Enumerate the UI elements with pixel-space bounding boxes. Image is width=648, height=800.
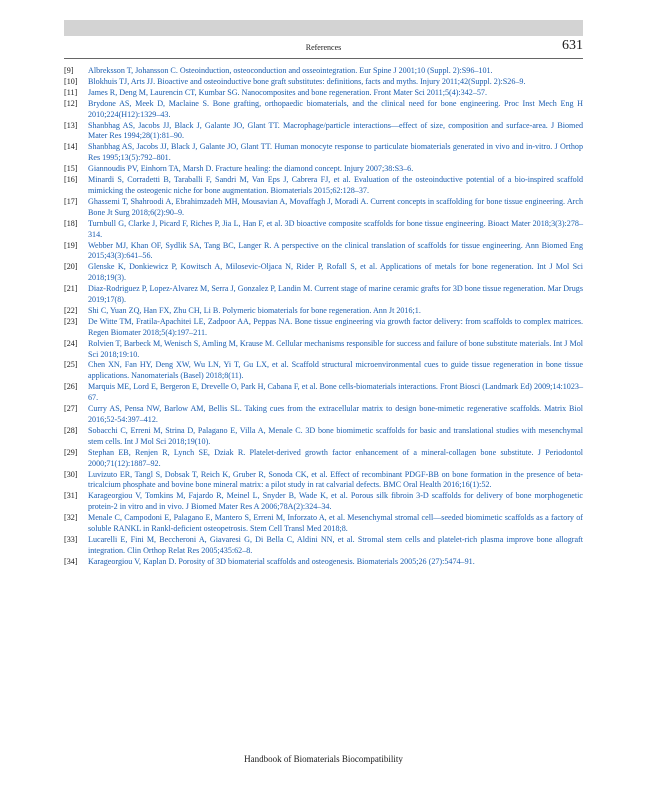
reference-link[interactable]: De Witte TM, Fratila-Apachitei LE, Zadpoor AA, Peppas NA. Bone tissue engineering via growth factor delivery: from scaffolds to complex matrices. Regen Biomater 2018;5(4):197–211.: [88, 316, 583, 337]
reference-item: [64, 382, 583, 404]
reference-number: [25]: [64, 360, 78, 370]
reference-number: [13]: [64, 120, 78, 130]
reference-number: [32]: [64, 513, 78, 523]
reference-item: [64, 404, 583, 426]
reference-item: [64, 360, 583, 382]
reference-number: [18]: [64, 218, 78, 228]
reference-item: [64, 219, 583, 241]
reference-number: [14]: [64, 142, 78, 152]
footer-book-title: Handbook of Biomaterials Biocompatibility: [244, 754, 403, 764]
reference-item: [64, 88, 583, 99]
reference-number: [33]: [64, 534, 78, 544]
reference-item: [64, 66, 583, 77]
reference-link[interactable]: Turnbull G, Clarke J, Picard F, Riches P, Jia L, Han F, et al. 3D bioactive composite scaffolds for bone tissue engineering. Bioact Mater 2018;3(3):278–314.: [88, 218, 583, 239]
reference-number: [12]: [64, 98, 78, 108]
reference-link[interactable]: Glenske K, Donkiewicz P, Kowitsch A, Milosevic-Oljaca N, Rider P, Rofall S, et al. Applications of metals for bone regeneration. Int J Mol Sci 2018;19(3).: [88, 262, 583, 283]
reference-link[interactable]: Karageorgiou V, Kaplan D. Porosity of 3D biomaterial scaffolds and osteogenesis. Biomaterials 2005;26 (27):5474–91.: [88, 556, 475, 566]
reference-link[interactable]: Ghassemi T, Shahroodi A, Ebrahimzadeh MH, Mousavian A, Movaffagh J, Moradi A. Current concepts in scaffolding for bone tissue engineering. Arch Bone Jt Surg 2018;6(2):90–9.: [88, 196, 583, 217]
reference-number: [22]: [64, 305, 78, 315]
reference-number: [20]: [64, 262, 78, 272]
reference-link[interactable]: Stephan EB, Renjen R, Lynch SE, Dziak R. Platelet-derived growth factor enhancement of a mineral-collagen bone substitute. J Periodontol 2000;71(12):1887–92.: [88, 447, 583, 468]
reference-link[interactable]: Curry AS, Pensa NW, Barlow AM, Bellis SL. Taking cues from the extracellular matrix to design bone-mimetic regenerative scaffolds. Matrix Biol 2016;52-54:397–412.: [88, 404, 583, 424]
reference-number: [11]: [64, 87, 78, 97]
reference-link[interactable]: Albreksson T, Johansson C. Osteoinduction, osteoconduction and osseointegration. Eur Spine J 2001;10 (Suppl. 2):S96–101.: [88, 66, 493, 75]
reference-item: [64, 470, 583, 492]
reference-link[interactable]: Karageorgiou V, Tomkins M, Fajardo R, Meinel L, Snyder B, Wade K, et al. Porous silk fibroin 3-D scaffolds for delivery of bone morphogenetic protein-2 in vitro and in vivo. J Biomed Mater Res A 2006;78A(2):324–34.: [88, 491, 583, 512]
reference-link[interactable]: Sobacchi C, Erreni M, Strina D, Palagano E, Villa A, Menale C. 3D bone biomimetic scaffolds for basic and translational studies with mesenchymal stem cells. Int J Mol Sci 2018;19(10).: [88, 425, 583, 446]
reference-link[interactable]: James R, Deng M, Laurencin CT, Kumbar SG. Nanocomposites and bone regeneration. Front Mater Sci 2011;5(4):342–57.: [88, 87, 487, 97]
reference-number: [27]: [64, 404, 78, 414]
reference-link[interactable]: Shi C, Yuan ZQ, Han FX, Zhu CH, Li B. Polymeric biomaterials for bone regeneration. Ann Jt 2016;1.: [88, 305, 421, 315]
page-number: 631: [562, 38, 583, 53]
reference-item: [64, 513, 583, 535]
reference-item: [64, 448, 583, 470]
reference-number: [34]: [64, 556, 78, 566]
reference-item: [64, 142, 583, 164]
reference-item: [64, 164, 583, 175]
reference-link[interactable]: Marquis ME, Lord E, Bergeron E, Drevelle O, Park H, Cabana F, et al. Bone cells-biomaterials interactions. Front Biosci (Landmark Ed) 2009;14:1023–67.: [88, 382, 583, 403]
reference-item: [64, 535, 583, 557]
reference-link[interactable]: Webber MJ, Khan OF, Sydlik SA, Tang BC, Langer R. A perspective on the clinical translation of scaffolds for tissue engineering. Ann Biomed Eng 2015;43(3):641–56.: [88, 240, 583, 261]
reference-link[interactable]: Blokhuis TJ, Arts JJ. Bioactive and osteoinductive bone graft substitutes: definitions, facts and myths. Injury 2011;42(Suppl. 2):S26–9.: [88, 76, 526, 86]
reference-item: [64, 491, 583, 513]
reference-number: [29]: [64, 447, 78, 457]
reference-number: [28]: [64, 425, 78, 435]
page-header: [64, 38, 583, 58]
reference-link[interactable]: Chen XN, Fan HY, Deng XW, Wu LN, Yi T, Gu LX, et al. Scaffold structural microenvironmental cues to guide tissue regeneration in bone tissue applications. Nanomaterials (Basel) 2018;8(11).: [88, 360, 583, 381]
reference-link[interactable]: Menale C, Campodoni E, Palagano E, Mantero S, Erreni M, Inforzato A, et al. Mesenchymal stromal cell—seeded biomimetic scaffolds as a factory of soluble RANKL in Rankl-deficient osteopetrosis. Stem Cell Transl Med 2018;8.: [88, 513, 583, 534]
reference-link[interactable]: Lucarelli E, Fini M, Beccheroni A, Giavaresi G, Di Bella C, Aldini NN, et al. Stromal stem cells and platelet-rich plasma improve bone allograft integration. Clin Orthop Relat Res 2005;435:62–8.: [88, 534, 583, 555]
reference-item: [64, 77, 583, 88]
reference-number: [30]: [64, 469, 78, 479]
reference-item: [64, 284, 583, 306]
reference-number: [24]: [64, 338, 78, 348]
reference-link[interactable]: Shanbhag AS, Jacobs JJ, Black J, Galante JO, Glant TT. Human monocyte response to particulate biomaterials generated in vivo and in-vitro. J Orthop Res 1995;13(5):792–801.: [88, 142, 583, 163]
reference-link[interactable]: Diaz-Rodriguez P, Lopez-Alvarez M, Serra J, Gonzalez P, Landin M. Current stage of marine ceramic grafts for 3D bone tissue regeneration. Mar Drugs 2019;17(8).: [88, 284, 583, 305]
reference-link[interactable]: Shanbhag AS, Jacobs JJ, Black J, Galante JO, Glant TT. Macrophage/particle interactions—effect of size, composition and surface-area. J Biomed Mater Res 1994;28(1):81–90.: [88, 120, 583, 141]
reference-link[interactable]: Brydone AS, Meek D, Maclaine S. Bone grafting, orthopaedic biomaterials, and the clinical need for bone engineering. Proc Inst Mech Eng H 2010;224(H12):1329–43.: [88, 98, 583, 119]
reference-item: [64, 557, 583, 568]
reference-number: [10]: [64, 76, 78, 86]
reference-item: [64, 426, 583, 448]
reference-number: [21]: [64, 284, 78, 294]
reference-number: [9]: [64, 66, 74, 75]
reference-number: [26]: [64, 382, 78, 392]
reference-number: [31]: [64, 491, 78, 501]
reference-link[interactable]: Rolvien T, Barbeck M, Wenisch S, Amling M, Krause M. Cellular mechanisms responsible for success and failure of bone substitute materials. Int J Mol Sci 2018;19:10.: [88, 338, 583, 359]
running-head: References: [305, 43, 342, 52]
reference-item: [64, 306, 583, 317]
reference-number: [23]: [64, 316, 78, 326]
reference-item: [64, 317, 583, 339]
reference-item: [64, 121, 583, 143]
header-rule: [64, 58, 583, 59]
reference-item: [64, 339, 583, 361]
reference-link[interactable]: Minardi S, Corradetti B, Taraballi F, Sandri M, Van Eps J, Cabrera FJ, et al. Evaluation of the osteoinductive potential of a bio-inspired scaffold mimicking the osteogenic niche for bone augmentation. Biomaterials 2015;62:128–37.: [88, 175, 583, 195]
reference-number: [17]: [64, 196, 78, 206]
header-bar: [64, 20, 583, 36]
reference-link[interactable]: Giannoudis PV, Einhorn TA, Marsh D. Fracture healing: the diamond concept. Injury 2007;38:S3–6.: [88, 164, 414, 174]
reference-number: [16]: [64, 175, 78, 185]
reference-number: [19]: [64, 240, 78, 250]
reference-item: [64, 262, 583, 284]
reference-item: [64, 197, 583, 219]
reference-item: [64, 175, 583, 197]
reference-link[interactable]: Luvizuto ER, Tangl S, Dobsak T, Reich K, Gruber R, Sonoda CK, et al. Effect of recombinant PDGF-BB on bone formation in the presence of beta-tricalcium phosphate and bovine bone mineral matrix: a pilot study in rat calvarial defects. BMC Oral Health 2016;16(1):52.: [88, 469, 583, 490]
reference-item: [64, 241, 583, 263]
reference-list: [64, 66, 583, 568]
reference-number: [15]: [64, 164, 78, 174]
reference-item: [64, 99, 583, 121]
